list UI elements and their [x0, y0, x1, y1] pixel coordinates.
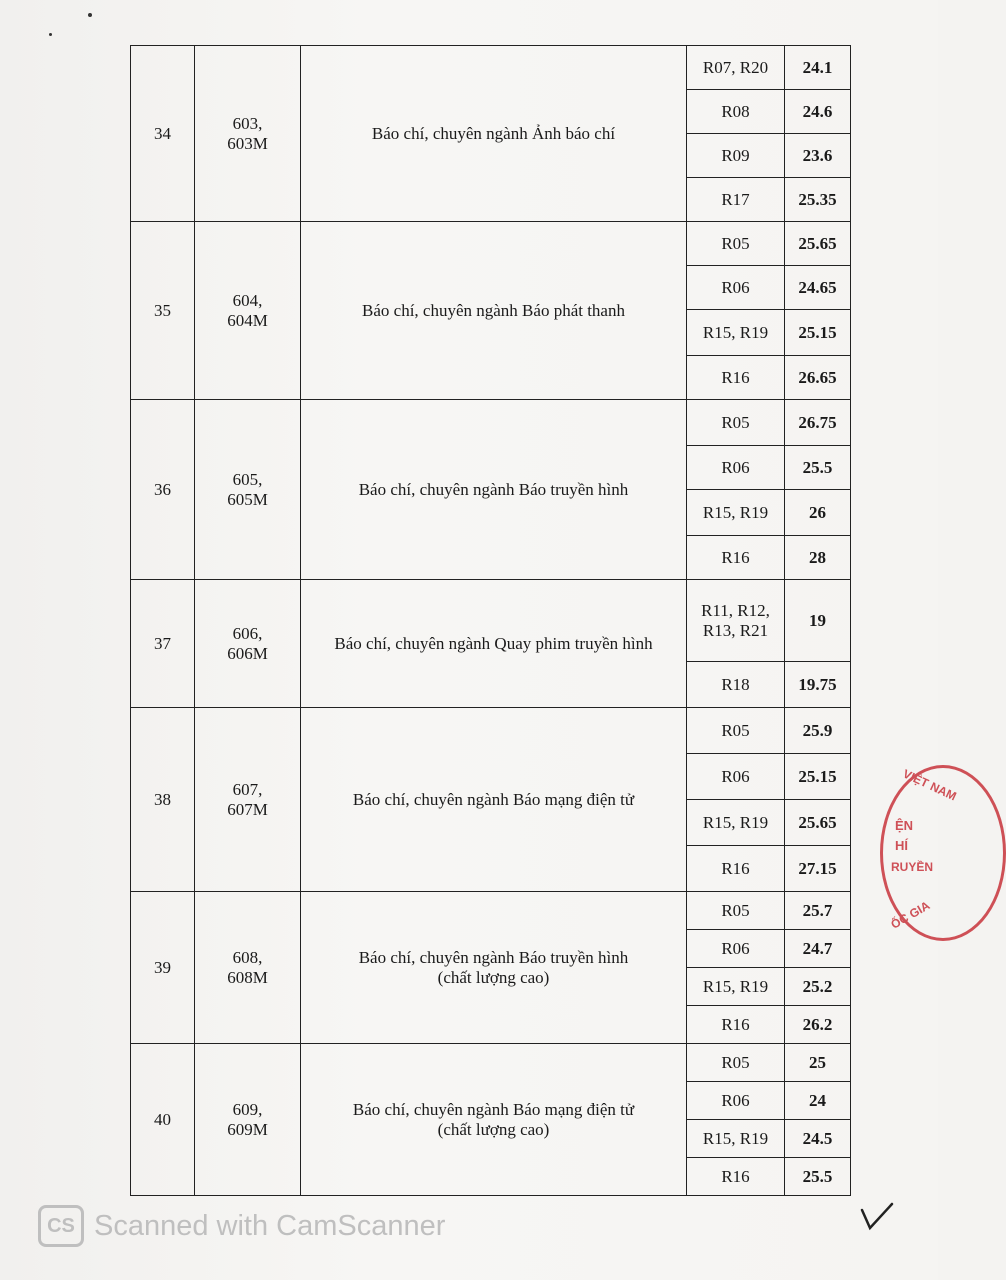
subject-combination: R16 [687, 356, 785, 400]
subject-combination: R06 [687, 1082, 785, 1120]
seal-text: RUYỀN [891, 860, 934, 874]
cutoff-score: 26.75 [785, 400, 851, 446]
speck [88, 13, 92, 17]
cutoff-score: 25.7 [785, 892, 851, 930]
cutoff-score: 26.2 [785, 1006, 851, 1044]
program-name: Báo chí, chuyên ngành Ảnh báo chí [301, 46, 687, 222]
subject-combination: R08 [687, 90, 785, 134]
program-code: 603, 603M [195, 46, 301, 222]
row-number: 36 [131, 400, 195, 580]
subject-combination: R16 [687, 1158, 785, 1196]
camscanner-watermark [38, 1205, 445, 1247]
table-row [131, 708, 851, 754]
subject-combination: R07, R20 [687, 46, 785, 90]
subject-combination: R15, R19 [687, 800, 785, 846]
program-name: Báo chí, chuyên ngành Báo mạng điện tử [301, 708, 687, 892]
cutoff-score: 26 [785, 490, 851, 536]
admission-score-table [130, 45, 851, 1196]
subject-combination: R05 [687, 400, 785, 446]
row-number: 35 [131, 222, 195, 400]
table-row [131, 46, 851, 90]
subject-combination: R06 [687, 446, 785, 490]
subject-combination: R16 [687, 536, 785, 580]
cutoff-score: 24.1 [785, 46, 851, 90]
program-code: 606, 606M [195, 580, 301, 708]
seal-text: ỆN [895, 818, 914, 833]
program-name: Báo chí, chuyên ngành Báo phát thanh [301, 222, 687, 400]
subject-combination: R16 [687, 1006, 785, 1044]
subject-combination: R15, R19 [687, 310, 785, 356]
subject-combination: R18 [687, 662, 785, 708]
table-row [131, 892, 851, 930]
row-number: 40 [131, 1044, 195, 1196]
cutoff-score: 25.15 [785, 310, 851, 356]
cutoff-score: 23.6 [785, 134, 851, 178]
cutoff-score: 25.65 [785, 800, 851, 846]
cutoff-score: 25.65 [785, 222, 851, 266]
subject-combination: R06 [687, 266, 785, 310]
seal-text: HÍ [895, 838, 908, 853]
program-code: 604, 604M [195, 222, 301, 400]
subject-combination: R05 [687, 892, 785, 930]
program-name: Báo chí, chuyên ngành Báo mạng điện tử (chất lượng cao) [301, 1044, 687, 1196]
subject-combination: R09 [687, 134, 785, 178]
table-row [131, 222, 851, 266]
table-row [131, 400, 851, 446]
program-name: Báo chí, chuyên ngành Báo truyền hình [301, 400, 687, 580]
seal-text: VIỆT NAM [900, 766, 959, 804]
cutoff-score: 25.5 [785, 1158, 851, 1196]
subject-combination: R05 [687, 222, 785, 266]
cutoff-score: 24.6 [785, 90, 851, 134]
table-row [131, 1044, 851, 1082]
row-number: 34 [131, 46, 195, 222]
subject-combination: R05 [687, 1044, 785, 1082]
subject-combination: R15, R19 [687, 1120, 785, 1158]
cutoff-score: 27.15 [785, 846, 851, 892]
cutoff-score: 19 [785, 580, 851, 662]
program-name: Báo chí, chuyên ngành Quay phim truyền hình [301, 580, 687, 708]
cutoff-score: 24.5 [785, 1120, 851, 1158]
subject-combination: R15, R19 [687, 968, 785, 1006]
camscanner-logo-icon: CS [38, 1205, 84, 1247]
program-code: 608, 608M [195, 892, 301, 1044]
cutoff-score: 24.7 [785, 930, 851, 968]
speck [49, 33, 52, 36]
row-number: 37 [131, 580, 195, 708]
cutoff-score: 25 [785, 1044, 851, 1082]
cutoff-score: 24 [785, 1082, 851, 1120]
subject-combination: R05 [687, 708, 785, 754]
program-code: 609, 609M [195, 1044, 301, 1196]
table-row [131, 580, 851, 662]
subject-combination: R06 [687, 930, 785, 968]
subject-combination: R17 [687, 178, 785, 222]
cutoff-score: 26.65 [785, 356, 851, 400]
program-name: Báo chí, chuyên ngành Báo truyền hình (chất lượng cao) [301, 892, 687, 1044]
cutoff-score: 19.75 [785, 662, 851, 708]
cutoff-score: 25.2 [785, 968, 851, 1006]
watermark-text: Scanned with CamScanner [94, 1209, 446, 1242]
checkmark-icon [858, 1198, 898, 1238]
cutoff-score: 25.5 [785, 446, 851, 490]
program-code: 605, 605M [195, 400, 301, 580]
row-number: 38 [131, 708, 195, 892]
subject-combination: R06 [687, 754, 785, 800]
subject-combination: R15, R19 [687, 490, 785, 536]
subject-combination: R11, R12, R13, R21 [687, 580, 785, 662]
cutoff-score: 28 [785, 536, 851, 580]
cutoff-score: 25.15 [785, 754, 851, 800]
red-seal-stamp [880, 765, 1006, 941]
program-code: 607, 607M [195, 708, 301, 892]
cutoff-score: 24.65 [785, 266, 851, 310]
subject-combination: R16 [687, 846, 785, 892]
cutoff-score: 25.35 [785, 178, 851, 222]
row-number: 39 [131, 892, 195, 1044]
cutoff-score: 25.9 [785, 708, 851, 754]
seal-text: ỐC GIA [888, 898, 933, 932]
